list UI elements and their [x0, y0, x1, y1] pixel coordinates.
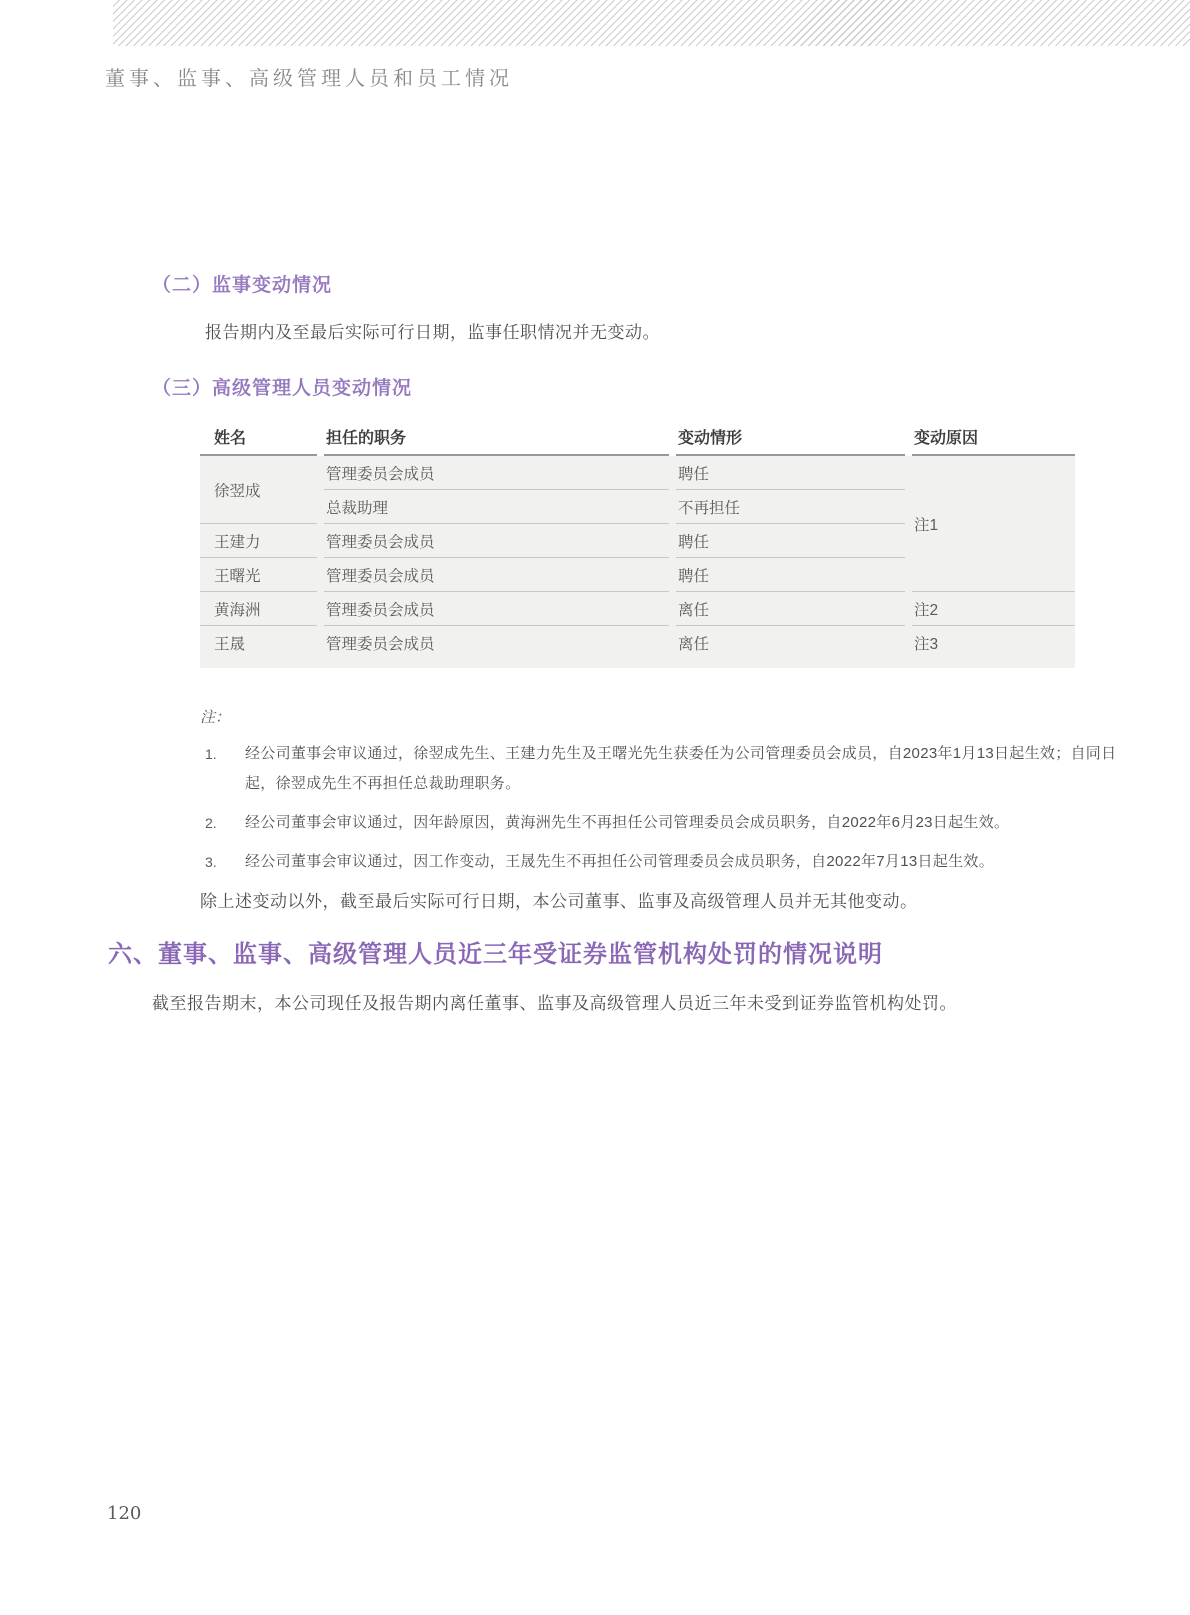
table-cell-name: 王晟: [214, 636, 246, 653]
col-header-reason: 变动原因: [912, 418, 1075, 456]
table-body: [200, 456, 1075, 668]
table-cell-change: 聘任: [676, 456, 905, 490]
notes-block: [200, 706, 1140, 915]
table-cell-position: 管理委员会成员: [326, 636, 435, 653]
heading-senior-mgmt-change: （三）高级管理人员变动情况: [152, 378, 413, 399]
table-cell-change: 离任: [678, 636, 710, 653]
note-number: 2.: [205, 815, 217, 831]
page-number: 120: [107, 1503, 142, 1524]
table-cell-position: 管理委员会成员: [324, 592, 669, 626]
supervisor-change-paragraph: 报告期内及至最后实际可行日期，监事任职情况并无变动。: [205, 323, 660, 342]
chapter-title: 董事、监事、高级管理人员和员工情况: [105, 66, 513, 90]
table-cell-change: 聘任: [676, 558, 905, 592]
notes-closing-paragraph: 除上述变动以外，截至最后实际可行日期，本公司董事、监事及高级管理人员并无其他变动。: [200, 892, 918, 911]
table-cell-change: 不再担任: [676, 490, 905, 524]
table-cell-reason: 注2: [912, 592, 1075, 626]
note-text: 经公司董事会审议通过，徐翌成先生、王建力先生及王曙光先生获委任为公司管理委员会成员，自2023年1月13日起生效；自同日起，徐翌成先生不再担任总裁助理职务。: [245, 745, 1117, 792]
table-cell-reason: 注1: [912, 456, 1075, 592]
heading-penalty-section: 六、董事、监事、高级管理人员近三年受证券监管机构处罚的情况说明: [108, 941, 883, 968]
note-item-3: [200, 847, 1140, 877]
table-cell-position: 总裁助理: [324, 490, 669, 524]
note-number: 3.: [205, 854, 217, 870]
note-text: 经公司董事会审议通过，因年龄原因，黄海洲先生不再担任公司管理委员会成员职务，自2022年6月23日起生效。: [245, 814, 1010, 831]
table-cell-change: 聘任: [676, 524, 905, 558]
table-cell-position: 管理委员会成员: [324, 558, 669, 592]
heading-supervisor-change: （二）监事变动情况: [152, 275, 333, 296]
table-header-row: [200, 418, 1075, 456]
note-item-2: [200, 808, 1140, 838]
table-cell-position: 管理委员会成员: [324, 524, 669, 558]
col-header-position: 担任的职务: [324, 418, 669, 456]
notes-label: 注：: [200, 709, 231, 726]
penalty-section-paragraph: 截至报告期末，本公司现任及报告期内离任董事、监事及高级管理人员近三年未受到证券监管机构处罚。: [152, 994, 957, 1013]
hatch-decoration-band: [113, 0, 1190, 46]
col-header-name: 姓名: [200, 418, 317, 456]
table-cell-name: 王建力: [200, 524, 317, 558]
table-cell-reason: 注3: [914, 636, 939, 653]
note-item-1: [200, 739, 1140, 799]
note-text: 经公司董事会审议通过，因工作变动，王晟先生不再担任公司管理委员会成员职务，自2022年7月13日起生效。: [245, 853, 995, 870]
note-number: 1.: [205, 746, 217, 762]
table-cell-name: 王曙光: [200, 558, 317, 592]
col-header-change: 变动情形: [676, 418, 905, 456]
senior-mgmt-change-table: [200, 418, 1075, 668]
table-cell-name: 徐翌成: [200, 456, 317, 524]
table-cell-position: 管理委员会成员: [324, 456, 669, 490]
table-cell-change: 离任: [676, 592, 905, 626]
table-cell-name: 黄海洲: [200, 592, 317, 626]
